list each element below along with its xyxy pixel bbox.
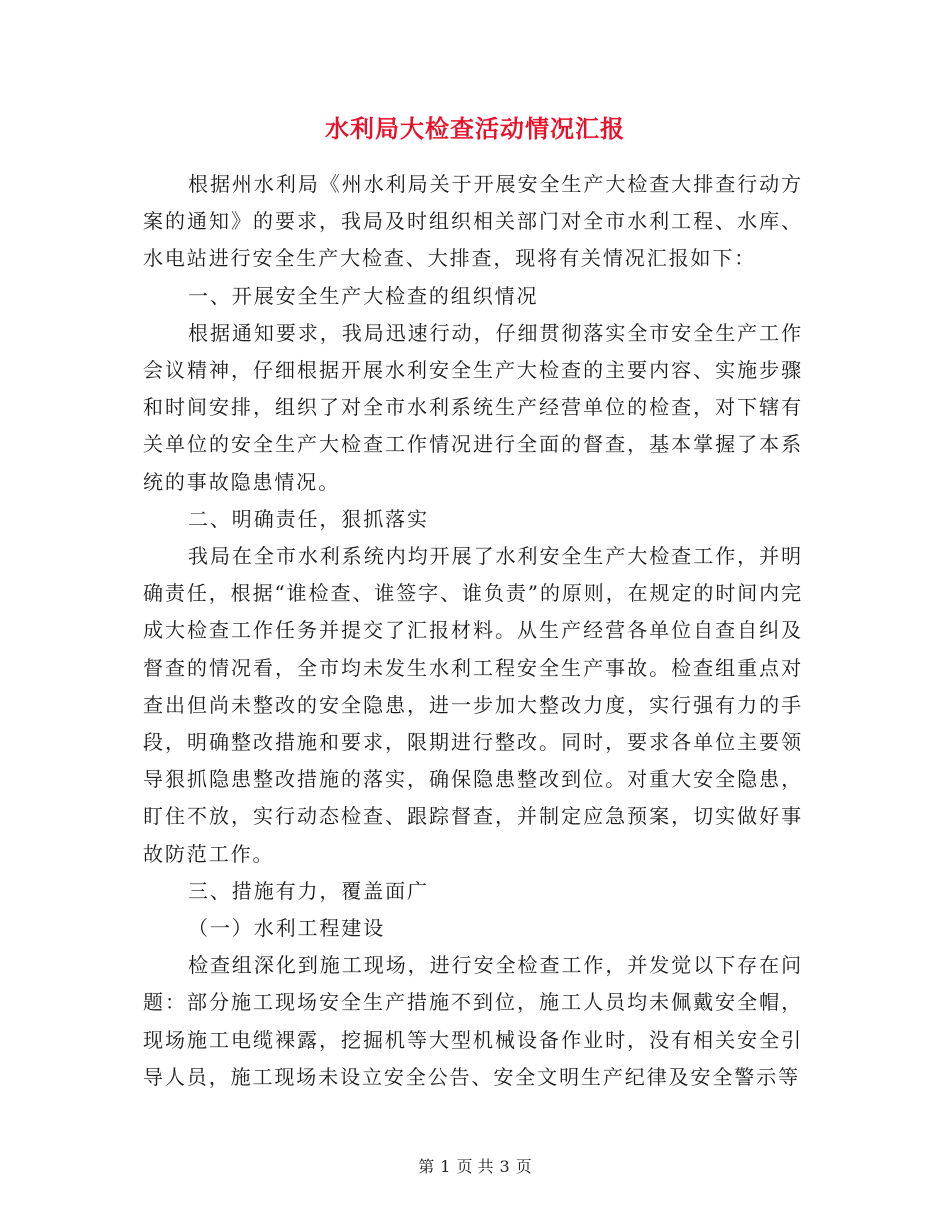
section-heading-1: 一、开展安全生产大检查的组织情况 [188, 283, 539, 308]
page-footer [0, 1156, 950, 1178]
footer-middle: 页 共 [456, 1157, 494, 1176]
footer-suffix: 页 [515, 1157, 532, 1176]
subsection-heading-1: （一）水利工程建设 [188, 916, 386, 941]
paragraph-section-1: 根据通知要求，我局迅速行动，仔细贯彻落实全市安全生产工作会议精神，仔细根据开展水利安全生产大检查的主要内容、实施步骤和时间安排，组织了对全市水利系统生产经营单位的检查，对下辖有关单位的安全生产大检查工作情况进行全面的督查，基本掌握了本系统的事故隐患情况。 [143, 320, 803, 494]
section-heading-2: 二、明确责任，狠抓落实 [188, 506, 429, 531]
document-title: 水利局大检查活动情况汇报 [325, 114, 625, 143]
section-heading-3: 三、措施有力，覆盖面广 [188, 878, 429, 903]
document-body [143, 166, 803, 1096]
paragraph-intro: 根据州水利局《州水利局关于开展安全生产大检查大排查行动方案的通知》的要求，我局及时组织相关部门对全市水利工程、水库、水电站进行安全生产大检查、大排查，现将有关情况汇报如下： [143, 172, 803, 271]
paragraph-subsection-1: 检查组深化到施工现场，进行安全检查工作，并发觉以下存在问题：部分施工现场安全生产措施不到位，施工人员均未佩戴安全帽，现场施工电缆裸露，挖掘机等大型机械设备作业时，没有相关安全引导人员，施工现场未设立安全公告、安全文明生产纪律及安全警示等 [143, 953, 803, 1089]
footer-prefix: 第 [418, 1157, 435, 1176]
footer-page-number: 1 [440, 1157, 451, 1176]
footer-total-pages: 3 [499, 1157, 510, 1176]
paragraph-section-2: 我局在全市水利系统内均开展了水利安全生产大检查工作，并明确责任，根据“谁检查、谁签字、谁负责”的原则，在规定的时间内完成大检查工作任务并提交了汇报材料。从生产经营各单位自查自纠及督查的情况看，全市均未发生水利工程安全生产事故。检查组重点对查出但尚未整改的安全隐患，进一步加大整改力度，实行强有力的手段，明确整改措施和要求，限期进行整改。同时，要求各单位主要领导狠抓隐患整改措施的落实，确保隐患整改到位。对重大安全隐患，盯住不放，实行动态检查、跟踪督查，并制定应急预案，切实做好事故防范工作。 [143, 544, 803, 866]
